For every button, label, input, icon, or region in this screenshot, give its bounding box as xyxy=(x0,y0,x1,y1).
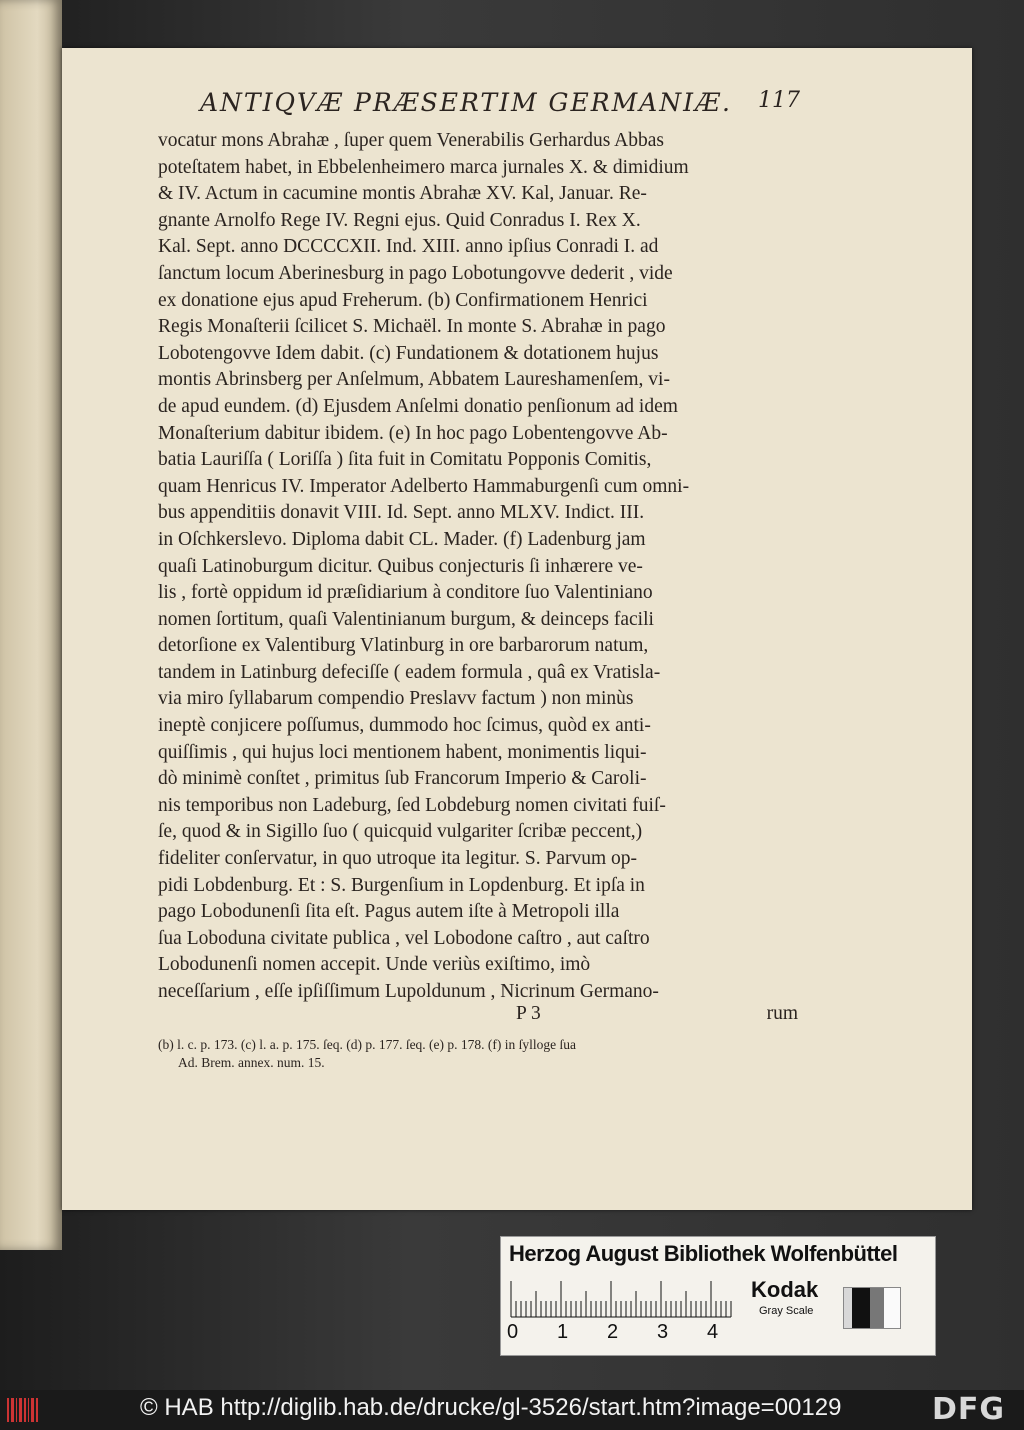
gray-patch xyxy=(852,1288,870,1328)
text-line: ſe, quod & in Sigillo ſuo ( quicquid vulgariter ſcribæ peccent,) xyxy=(158,821,643,843)
text-line: fideliter conſervatur, in quo utroque ita legitur. S. Parvum op- xyxy=(158,848,638,870)
text-line: ſua Loboduna civitate publica , vel Lobodone caſtro , aut caſtro xyxy=(158,927,650,949)
text-line: Kal. Sept. anno DCCCCXII. Ind. XIII. anno ipſius Conradi I. ad xyxy=(158,236,659,258)
gray-patch xyxy=(870,1288,884,1328)
text-line: montis Abrinsberg per Anſelmum, Abbatem Laureshamenſem, vi- xyxy=(158,369,670,391)
text-line: pidi Lobdenburg. Et : S. Burgenſium in Lopdenburg. Et ipſa in xyxy=(158,874,645,896)
text-line: Monaſterium dabitur ibidem. (e) In hoc pago Lobentengovve Ab- xyxy=(158,422,668,444)
text-line: nomen ſortitum, quaſi Valentinianum burgum, & deinceps facili xyxy=(158,608,654,630)
text-line: gnante Arnolfo Rege IV. Regni ejus. Quid Conradus I. Rex X. xyxy=(158,209,641,231)
text-line: tandem in Latinburg defeciſſe ( eadem formula , quâ ex Vratisla- xyxy=(158,661,661,683)
ruler-label: 3 xyxy=(657,1321,669,1343)
running-head: ANTIQVÆ PRÆSERTIM GERMANIÆ. xyxy=(200,88,732,117)
library-card-title: Herzog August Bibliothek Wolfenbüttel xyxy=(509,1241,898,1266)
text-line: ſanctum locum Aberinesburg in pago Lobotungovve dederit , vide xyxy=(158,262,673,284)
text-line: quaſi Latinoburgum dicitur. Quibus conjecturis ſi inhærere ve- xyxy=(158,555,643,577)
kodak-label: Kodak xyxy=(751,1277,819,1302)
gray-scale-label: Gray Scale xyxy=(759,1305,814,1317)
text-line: pago Lobodunenſi ſita eſt. Pagus autem iſte à Metropoli illa xyxy=(158,901,620,923)
text-line: bus appenditiis donavit VIII. Id. Sept. anno MLXV. Indict. III. xyxy=(158,502,645,524)
body-text xyxy=(158,128,798,1006)
footnote-line: Ad. Brem. annex. num. 15. xyxy=(178,1055,325,1070)
text-line: via miro ſyllabarum compendio Preslavv factum ) non minùs xyxy=(158,688,634,710)
text-line: ex donatione ejus apud Freherum. (b) Confirmationem Henrici xyxy=(158,289,648,311)
text-line: nis temporibus non Ladeburg, ſed Lobdeburg nomen civitati fuiſ- xyxy=(158,794,666,816)
text-line: Regis Monaſterii ſcilicet S. Michaël. In monte S. Abrahæ in pago xyxy=(158,316,666,338)
catchword: rum xyxy=(766,1003,798,1024)
library-card xyxy=(500,1236,936,1356)
ruler-scale xyxy=(509,1277,733,1321)
gray-scale-patches xyxy=(843,1287,901,1329)
text-line: quiſſimis , qui hujus loci mentionem habent, monimentis liqui- xyxy=(158,741,647,763)
footnote-line: (b) l. c. p. 173. (c) l. a. p. 175. ſeq. (d) p. 177. ſeq. (e) p. 178. (f) in ſylloge ſua xyxy=(158,1037,577,1052)
gray-patch xyxy=(844,1288,852,1328)
ruler-label: 2 xyxy=(607,1321,619,1343)
signature-mark: P 3 xyxy=(516,1003,541,1024)
text-line: detorſione ex Valentiburg Vlatinburg in ore barbarorum natum, xyxy=(158,635,649,657)
gray-patch xyxy=(884,1288,900,1328)
left-page-edge xyxy=(0,0,62,1250)
text-line: poteſtatem habet, in Ebbelenheimero marca jurnales X. & dimidium xyxy=(158,156,689,178)
page-number: 117 xyxy=(758,88,800,113)
barcode-icon xyxy=(6,1396,40,1424)
footer-bar xyxy=(0,1390,1024,1430)
text-line: batia Lauriſſa ( Loriſſa ) ſita fuit in Comitatu Popponis Comitis, xyxy=(158,449,652,471)
text-line: lis , fortè oppidum id præſidiarium à conditore ſuo Valentiniano xyxy=(158,582,653,604)
text-line: dò minimè conſtet , primitus ſub Francorum Imperio & Caroli- xyxy=(158,768,647,790)
text-line: & IV. Actum in cacumine montis Abrahæ XV. Kal, Januar. Re- xyxy=(158,183,647,205)
dfg-logo: DFG xyxy=(932,1392,1006,1427)
text-line: Lobodunenſi nomen accepit. Unde veriùs exiſtimo, imò xyxy=(158,954,591,976)
footer-url-link[interactable]: © HAB http://diglib.hab.de/drucke/gl-3526/start.htm?image=00129 xyxy=(140,1394,842,1421)
ruler-label: 4 xyxy=(707,1321,719,1343)
text-line: de apud eundem. (d) Ejusdem Anſelmi donatio penſionum ad idem xyxy=(158,395,678,417)
text-line: neceſſarium , eſſe ipſiſſimum Lupoldunum , Nicrinum Germano- xyxy=(158,981,659,1002)
footnotes xyxy=(158,1036,808,1072)
text-line: vocatur mons Abrahæ , ſuper quem Venerabilis Gerhardus Abbas xyxy=(158,130,664,151)
ruler-labels xyxy=(505,1321,745,1345)
ruler-label: 0 xyxy=(507,1321,519,1343)
text-line: quam Henricus IV. Imperator Adelberto Hammaburgenſi cum omni- xyxy=(158,475,690,497)
text-line: Lobotengovve Idem dabit. (c) Fundationem & dotationem hujus xyxy=(158,342,659,364)
ruler-label: 1 xyxy=(557,1321,569,1343)
text-line: ineptè conjicere poſſumus, dummodo hoc ſcimus, quòd ex anti- xyxy=(158,715,651,737)
text-line: in Oſchkerslevo. Diploma dabit CL. Mader. (f) Ladenburg jam xyxy=(158,528,646,550)
